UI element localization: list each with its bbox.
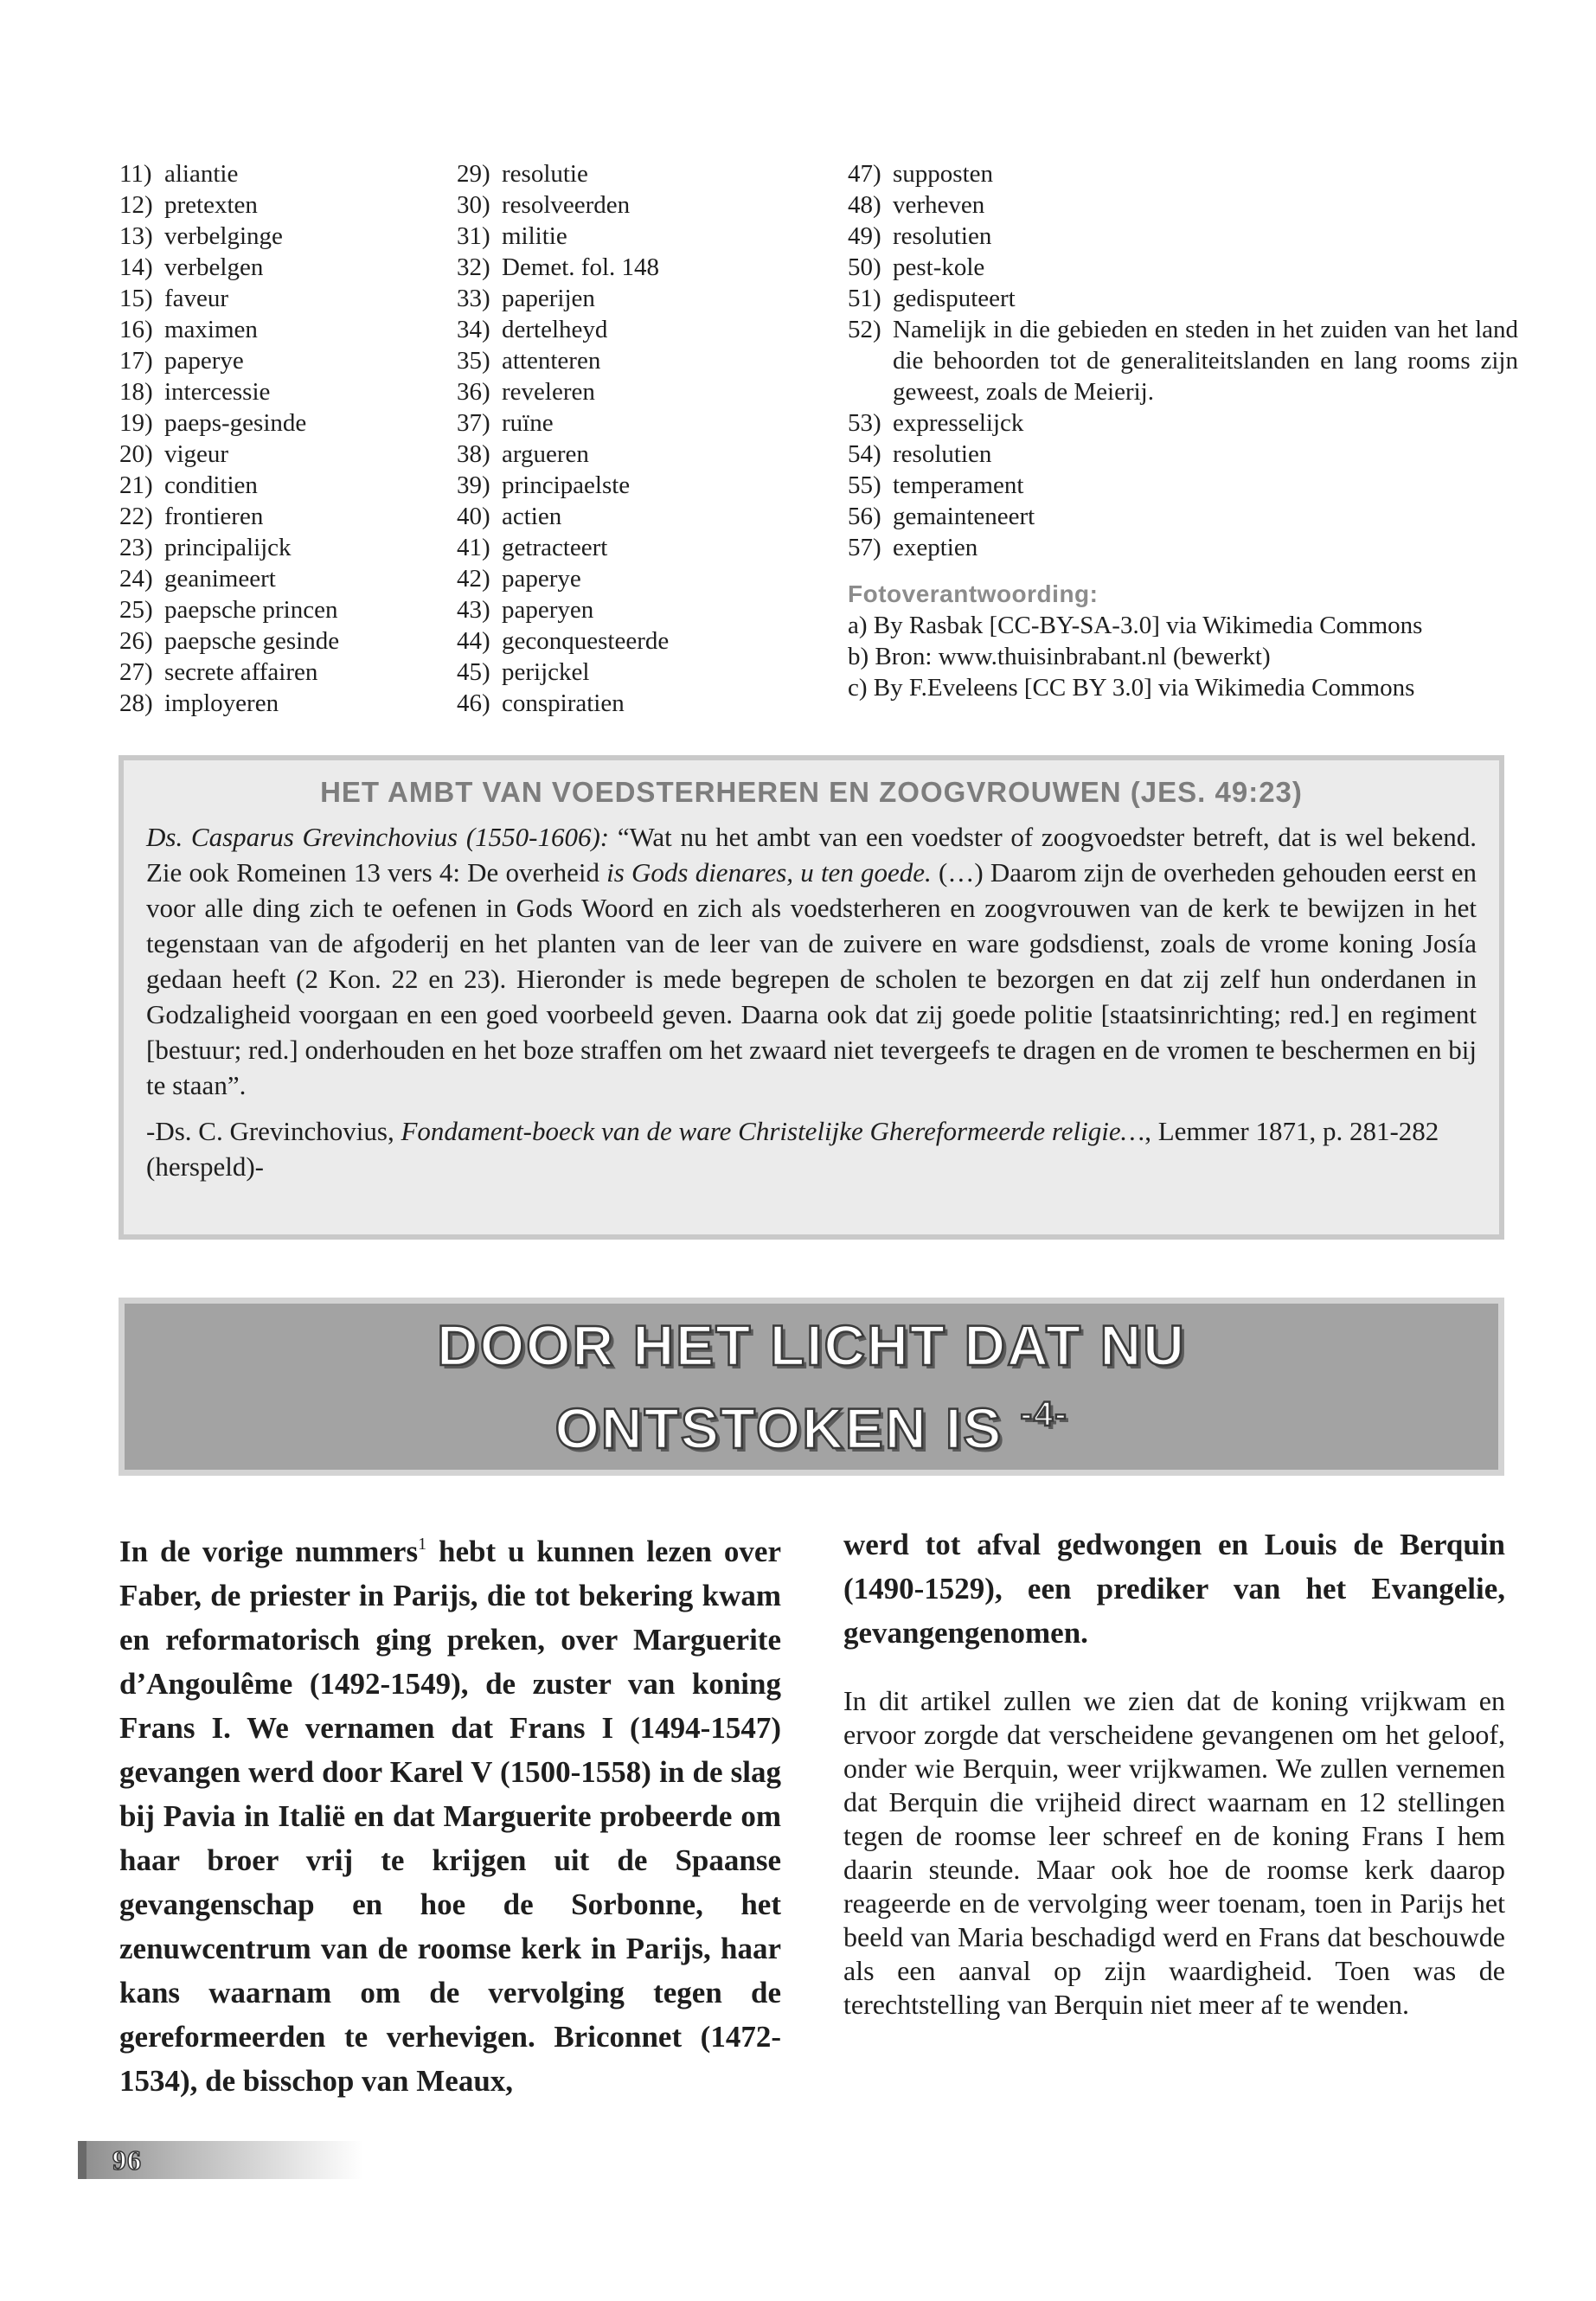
footnote-item: 40) actien (457, 503, 562, 530)
footnote-item: 39) principaelste (457, 471, 631, 499)
footnote-item: 24) geanimeert (119, 565, 276, 593)
footnote-item: 36) reveleren (457, 378, 595, 406)
footnote-item: 57) exeptien (848, 534, 978, 561)
photo-credit-line: b) Bron: www.thuisinbrabant.nl (bewerkt) (848, 643, 1271, 670)
footnote-item: 20) vigeur (119, 440, 229, 468)
footnote-item: 17) paperye (119, 347, 244, 375)
footnotes-column-2 (457, 158, 837, 719)
footnote-item: 14) verbelgen (119, 253, 264, 281)
article-title-line-1: DOOR HET LICHT DAT NU (437, 1313, 1186, 1377)
footnote-item: 19) paeps-gesinde (119, 409, 307, 437)
part-number: -4- (1020, 1395, 1068, 1433)
footnote-item: 41) getracteert (457, 534, 608, 561)
footnotes-section (119, 158, 1518, 729)
footnote-item: 47) supposten (848, 160, 993, 188)
quote-source: -Ds. C. Grevinchovius, Fondament-boeck van de ware Christelijke Ghereformeerde religie…, Lemmer 1871, p. 281-282 (herspeld)- (146, 1116, 1439, 1182)
footnote-item: 12) pretexten (119, 191, 258, 219)
footnote-item: 25) paepsche princen (119, 596, 338, 624)
photo-credit-line: a) By Rasbak [CC-BY-SA-3.0] via Wikimedia Commons (848, 612, 1423, 639)
footnote-item: 28) imployeren (119, 689, 279, 717)
footnote-item: 16) maximen (119, 316, 258, 343)
footnote-item: 49) resolutien (848, 222, 992, 250)
footnotes-column-1 (119, 158, 448, 719)
page-tab-bar (78, 2141, 87, 2179)
footnotes-column-3 (848, 158, 1518, 703)
footnote-item: 22) frontieren (119, 503, 264, 530)
quote-box-title: HET AMBT VAN VOEDSTERHEREN EN ZOOGVROUWEN (JES. 49:23) (320, 776, 1303, 808)
footnote-item: 48) verheven (848, 191, 985, 219)
footnote-item: 26) paepsche gesinde (119, 627, 340, 655)
footnote-item: 34) dertelheyd (457, 316, 608, 343)
article-title-line-2: ONTSTOKEN IS $^{-4-}$ (554, 1395, 1068, 1460)
footnote-item: 52) Namelijk in die gebieden en steden in het zuiden van het land die behoorden tot de generaliteitslanden en lang rooms zijn geweest, zoals de Meierij. (848, 316, 1518, 406)
article-column-right (843, 1522, 1505, 2022)
footnote-item: 31) militie (457, 222, 567, 250)
footnote-reference: 1 (418, 1535, 427, 1554)
article-title-banner (119, 1298, 1504, 1476)
footnote-item: 13) verbelginge (119, 222, 283, 250)
footnote-item: 50) pest-kole (848, 253, 985, 281)
footnote-item: 11) aliantie (119, 160, 239, 188)
footnote-item: 35) attenteren (457, 347, 601, 375)
footnote-item: 46) conspiratien (457, 689, 625, 717)
quote-box (119, 755, 1504, 1240)
intro-paragraph: In de vorige nummers$^1$ hebt u kunnen lezen over Faber, de priester in Parijs, die tot bekering kwam en reformatorisch ging preken, over Marguerite d’Angoulême (1492-1549), de zuster van koning Frans I. We vernamen dat Frans I (1494-1547) gevangen werd door Karel V (1500-1558) in de slag bij Pavia in Italië en dat Marguerite probeerde om haar broer vrij te krijgen uit de Spaanse gevangenschap en hoe de Sorbonne, het zenuwcentrum van de roomse kerk in Parijs, haar kans waarnam om de vervolging tegen de gereformeerden te verhevigen. Briconnet (1472-1534), de bisschop van Meaux, (119, 1535, 781, 2098)
footnote-item: 43) paperyen (457, 596, 594, 624)
footnote-item: 29) resolutie (457, 160, 588, 188)
footnote-item: 54) resolutien (848, 440, 992, 468)
photo-credits-heading: Fotoverantwoording: (848, 580, 1099, 607)
quote-author: Ds. Casparus Grevinchovius (1550-1606): (146, 822, 610, 852)
footnote-item: 15) faveur (119, 285, 229, 312)
footnote-item: 42) paperye (457, 565, 581, 593)
footnote-item: 56) gemainteneert (848, 503, 1035, 530)
body-paragraph: In dit artikel zullen we zien dat de koning vrijkwam en ervoor zorgde dat verscheidene gevangenen om het geloof, onder wie Berquin, weer vrijkwamen. We zullen vernemen dat Berquin die vrijheid direct waarnam en 12 stellingen tegen de roomse leer schreef en de koning Frans I hem daarin steunde. Maar ook hoe de roomse kerk daarop reageerde en de vervolging weer toenam, toen in Parijs het beeld van Maria beschadigd werd en Frans dat beschouwde als een aanval op zijn waardigheid. Toen was de terechtstelling van Berquin niet meer af te wenden. (843, 1685, 1505, 2020)
footnote-item: 23) principalijck (119, 534, 292, 561)
footnote-item: 32) Demet. fol. 148 (457, 253, 660, 281)
page-number: 96 (112, 2144, 142, 2176)
footnote-item: 18) intercessie (119, 378, 271, 406)
article-column-left (119, 1522, 781, 2103)
intro-paragraph-continued: werd tot afval gedwongen en Louis de Berquin (1490-1529), een prediker van het Evangelie, gevangengenomen. (843, 1528, 1505, 1650)
footnote-item: 55) temperament (848, 471, 1024, 499)
footnote-item: 44) geconquesteerde (457, 627, 670, 655)
page-number-tab (78, 2141, 363, 2179)
footnote-item: 37) ruïne (457, 409, 554, 437)
footnote-item: 51) gedisputeert (848, 285, 1016, 312)
photo-credit-line: c) By F.Eveleens [CC BY 3.0] via Wikimedia Commons (848, 674, 1415, 702)
footnote-item: 30) resolveerden (457, 191, 631, 219)
quote-box-text: Ds. Casparus Grevinchovius (1550-1606): “Wat nu het ambt van een voedster of zoogvoedster betreft, dat is wel bekend. Zie ook Romeinen 13 vers 4: De overheid is Gods dienares, u ten goede. (…) Daarom zijn de overheden gehouden eerst en voor alle ding zich te oefenen in Gods Woord en zich als voedsterheren en zoogvrouwen van de kerk te bewijzen in het tegenstaan van de afgoderij en het planten van de leer van de zuivere en ware godsdienst, zoals de vrome koning Josía gedaan heeft (2 Kon. 22 en 23). Hieronder is mede begrepen de scholen te bezorgen en dat zij zelf hun onderdanen in Godzaligheid voorgaan en een goed voorbeeld geven. Daarna ook dat zij goede politie [staatsinrichting; red.] en regiment [bestuur; red.] onderhouden en het boze straffen om het zwaard niet tevergeefs te dragen en de vromen te beschermen en bij te staan”. (146, 822, 1477, 1100)
footnote-item: 33) paperijen (457, 285, 595, 312)
footnote-item: 53) expresselijck (848, 409, 1024, 437)
footnote-item: 45) perijckel (457, 658, 590, 686)
footnote-item: 21) conditien (119, 471, 258, 499)
footnote-item: 38) argueren (457, 440, 589, 468)
footnote-item: 27) secrete affairen (119, 658, 318, 686)
